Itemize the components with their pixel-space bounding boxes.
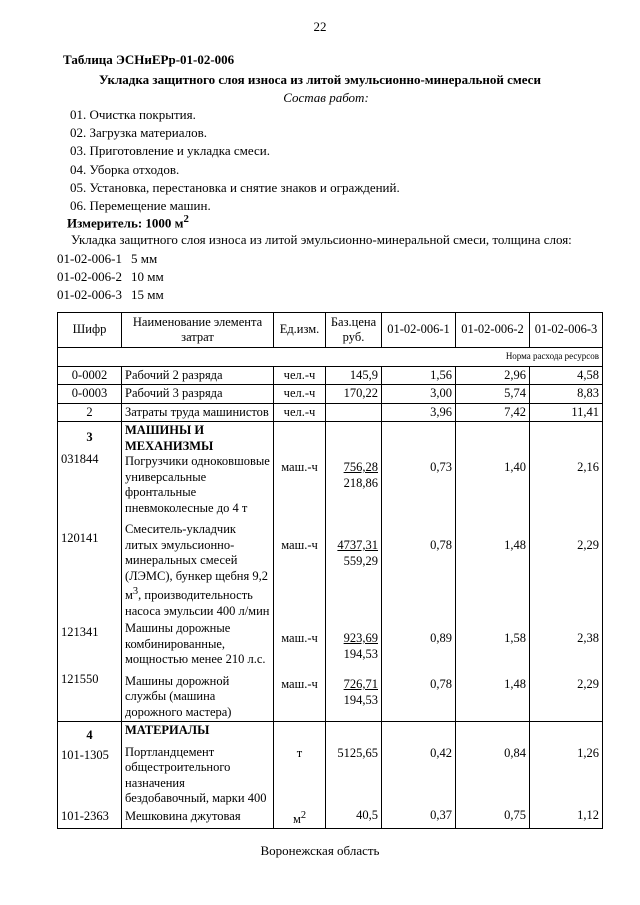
operation-item: 04. Уборка отходов.: [70, 161, 180, 177]
page-number: 22: [313, 19, 327, 34]
header-name: Наименование элемента затрат: [122, 313, 274, 348]
operation-item: 03. Приготовление и укладка смеси.: [70, 143, 270, 159]
machine-name: Машины дорожные комбинированные, мощностью менее 210 л.с.: [125, 621, 266, 667]
table-title: Таблица ЭСНиЕРр-01-02-006: [63, 52, 235, 67]
machines-section: 3 031844 120141 121341 121550 МАШИНЫ И МЕХАНИЗМЫ Погрузчики одноковшовые универсальные фронтальные пневмоколесные до 4 т Смеситель-укладчик литых эмульсионно-минеральных смесей (ЛЭМС), бункер щебня 9,2 $м^3$, производительность насоса эмульсии 400 л/мин Машины дорожные комбинированные, мощностью менее 210 л.с. Машины дорожной службы (машина дорожного мастера) маш.-ч маш.-ч маш.-ч маш.-ч 756,28 218,86 4737,31 559,29 923,69 194,53 726,71 194,53 0,73 0,78 0,89 0,78 1,40 1,48 1,58 1,48 2,16 2,29 2,38 2,29: [58, 422, 603, 722]
variant-row: 01-02-006-3 15 мм: [57, 287, 164, 302]
operations-list: [70, 106, 400, 215]
header-v3: 01-02-006-3: [530, 313, 603, 348]
resource-table: [57, 312, 603, 829]
material-name: Мешковина джутовая: [125, 808, 241, 823]
norm-row: [58, 348, 603, 367]
header-code: Шифр: [58, 313, 122, 348]
header-unit: Ед.изм.: [274, 313, 326, 348]
table-subtitle: Укладка защитного слоя износа из литой эмульсионно-минеральной смеси: [99, 72, 541, 87]
operation-item: 02. Загрузка материалов.: [70, 125, 207, 141]
materials-section-title: МАТЕРИАЛЫ: [125, 723, 210, 738]
variant-row: 01-02-006-1 5 мм: [57, 251, 158, 266]
meter-label: Измеритель: 1000 $м^2$: [67, 213, 189, 231]
variant-row: 01-02-006-2 10 мм: [57, 269, 164, 284]
material-name: Портландцемент общестроительного назначения бездобавочный, марки 400: [125, 744, 267, 806]
table-row: 0-0003 Рабочий 3 разряда чел.-ч 170,22 3,00 5,74 8,83: [58, 385, 603, 404]
composition-label: Состав работ:: [283, 90, 369, 105]
materials-section: 4 101-1305 101-2363 МАТЕРИАЛЫ Портландцемент общестроительного назначения бездобавочный, марки 400 Мешковина джутовая т $м^2$ 5125,65 40,5 0,42 0,37 0,84 0,75 1,26 1,12: [58, 722, 603, 829]
variants-list: [57, 250, 164, 304]
operator-total-row: 2 Затраты труда машинистов чел.-ч 3,96 7,42 11,41: [58, 403, 603, 422]
operation-item: 06. Перемещение машин.: [70, 197, 211, 213]
table-row: 0-0002 Рабочий 2 разряда чел.-ч 145,9 1,56 2,96 4,58: [58, 366, 603, 385]
header-price: Баз.цена руб.: [326, 313, 382, 348]
machine-name: Машины дорожной службы (машина дорожного мастера): [125, 673, 232, 719]
machines-section-title: МАШИНЫ И МЕХАНИЗМЫ: [125, 423, 214, 453]
work-description: Укладка защитного слоя износа из литой эмульсионно-минеральной смеси, толщина слоя:: [71, 232, 572, 247]
operation-item: 05. Установка, перестановка и снятие знаков и ограждений.: [70, 179, 400, 195]
table-header-row: [58, 313, 603, 348]
machine-name: Погрузчики одноковшовые универсальные фронтальные пневмоколесные до 4 т: [125, 454, 270, 515]
operation-item: 01. Очистка покрытия.: [70, 107, 196, 122]
page-footer: Воронежская область: [260, 843, 380, 858]
norm-label: Норма расхода ресурсов: [58, 348, 603, 367]
machine-name: Смеситель-укладчик литых эмульсионно-минеральных смесей (ЛЭМС), бункер щебня 9,2 $м^3$, производительность насоса эмульсии 400 л/мин: [125, 522, 270, 618]
header-v2: 01-02-006-2: [456, 313, 530, 348]
header-v1: 01-02-006-1: [382, 313, 456, 348]
